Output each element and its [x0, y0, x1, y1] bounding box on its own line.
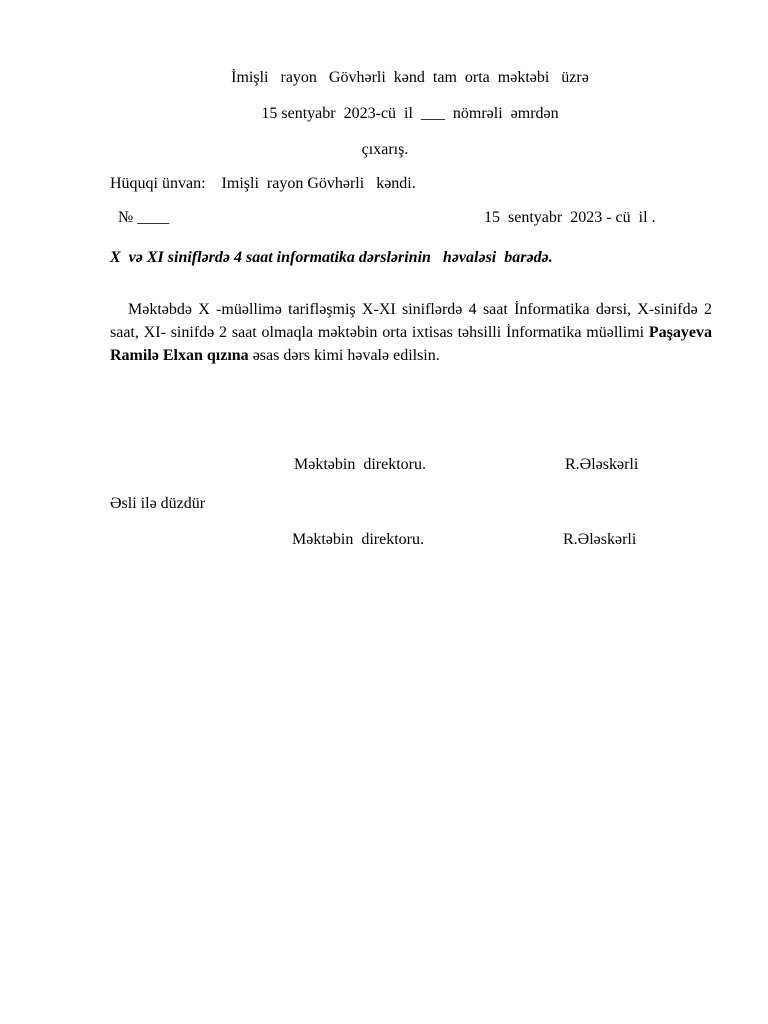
true-copy-signature-name: R.Ələskərli [563, 531, 637, 548]
order-body-paragraph [110, 298, 712, 367]
body-text-after-name: əsas dərs kimi həvalə edilsin. [248, 347, 440, 364]
document-subject: X və XI siniflərdə 4 saat informatika dərslərinin həvaləsi barədə. [110, 249, 553, 266]
body-text-before-name: Məktəbdə X -müəllimə tarifləşmiş X-XI siniflərdə 4 saat İnformatika dərsi, X-sinifdə 2 saat, XI- sinifdə 2 saat olmaqla məktəbin orta ixtisas təhsilli İnformatika müəllimi [110, 301, 712, 341]
teacher-name: Paşayeva Ramilə Elxan qızına [110, 324, 712, 364]
header-line-2: 15 sentyabr 2023-cü il ___ nömrəli əmrdən [261, 105, 559, 122]
signature-name: R.Ələskərli [565, 456, 639, 473]
true-copy-label: Əsli ilə düzdür [110, 495, 206, 512]
signature-title: Məktəbin direktoru. [294, 456, 426, 473]
header-line-3: çıxarış. [361, 141, 409, 158]
true-copy-signature-title: Məktəbin direktoru. [292, 531, 424, 548]
order-number: № ____ [118, 209, 170, 226]
header-line-1: İmişli rayon Gövhərli kənd tam orta məktəbi üzrə [231, 69, 589, 86]
order-date: 15 sentyabr 2023 - cü il . [484, 209, 656, 226]
legal-address: Hüquqi ünvan: Imişli rayon Gövhərli kəndi. [110, 175, 416, 192]
